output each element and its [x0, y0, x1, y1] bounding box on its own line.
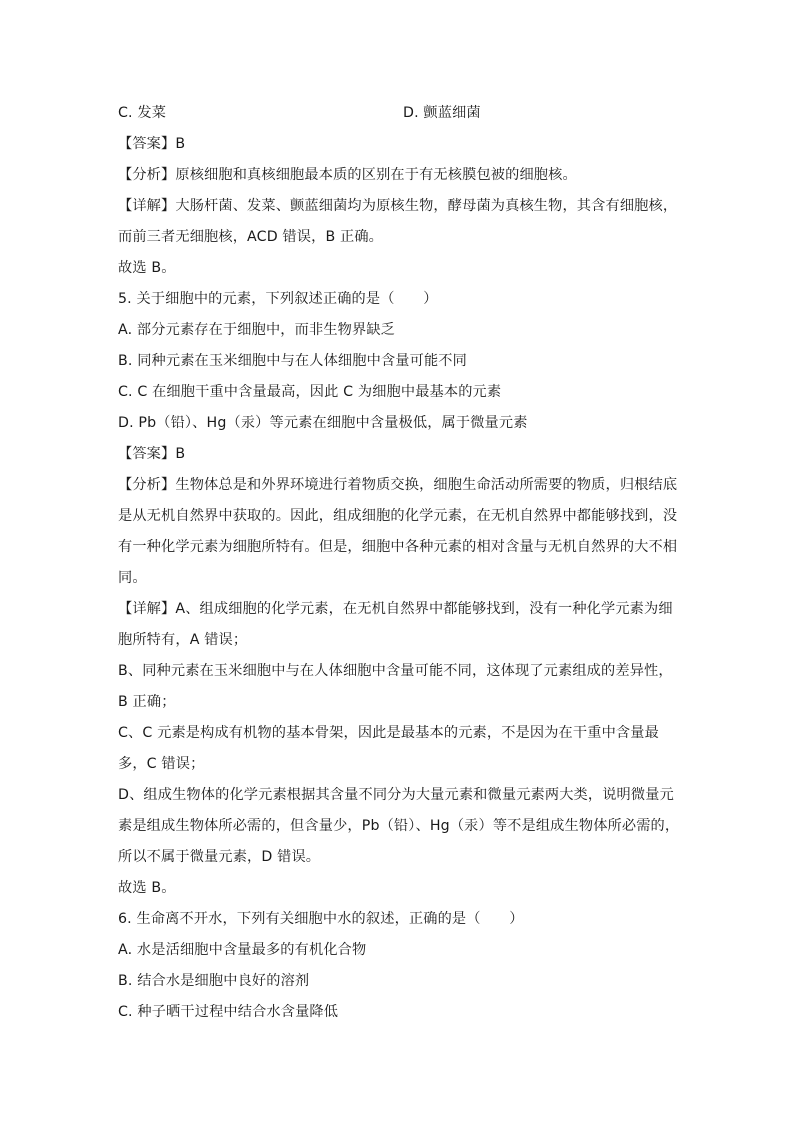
option-c: C. 发菜	[118, 105, 167, 121]
analysis-line: 是从无机自然界中获取的。因此，组成细胞的化学元素，在无机自然界中都能够找到，没	[118, 508, 678, 524]
question-6-option-c: C. 种子晒干过程中结合水含量降低	[118, 1004, 339, 1020]
detail-line: 多，C 错误；	[118, 756, 205, 772]
detail-line: 所以不属于微量元素，D 错误。	[118, 849, 321, 865]
answer-line: 【答案】B	[118, 446, 186, 462]
answer-line: 【答案】B	[118, 136, 186, 152]
question-5-option-b: B. 同种元素在玉米细胞中与在人体细胞中含量可能不同	[118, 353, 467, 369]
option-d: D. 颤蓝细菌	[403, 105, 481, 121]
analysis-line: 同。	[118, 570, 147, 586]
question-6-option-a: A. 水是活细胞中含量最多的有机化合物	[118, 942, 367, 958]
question-5-option-d: D. Pb（铅）、Hg（汞）等元素在细胞中含量极低，属于微量元素	[118, 415, 528, 431]
question-5-option-c: C. C 在细胞干重中含量最高，因此 C 为细胞中最基本的元素	[118, 384, 502, 400]
detail-line: C、C 元素是构成有机物的基本骨架，因此是最基本的元素，不是因为在干重中含量最	[118, 725, 659, 741]
detail-line: 而前三者无细胞核，ACD 错误，B 正确。	[118, 229, 384, 245]
analysis-line: 【分析】原核细胞和真核细胞最本质的区别在于有无核膜包被的细胞核。	[118, 167, 577, 183]
analysis-line: 有一种化学元素为细胞所特有。但是，细胞中各种元素的相对含量与无机自然界的大不相	[118, 539, 678, 555]
question-6-option-b: B. 结合水是细胞中良好的溶剂	[118, 973, 310, 989]
question-5-stem: 5. 关于细胞中的元素，下列叙述正确的是（ ）	[118, 291, 438, 307]
question-6-stem: 6. 生命离不开水，下列有关细胞中水的叙述，正确的是（ ）	[118, 911, 524, 927]
detail-line: 【详解】大肠杆菌、发菜、颤蓝细菌均为原核生物，酵母菌为真核生物，其含有细胞核，	[118, 198, 678, 214]
detail-line: 胞所特有，A 错误；	[118, 632, 248, 648]
conclusion-line: 故选 B。	[118, 880, 176, 896]
detail-line: 素是组成生物体所必需的，但含量少，Pb（铅）、Hg（汞）等不是组成生物体所必需的，	[118, 818, 680, 834]
detail-line: B、同种元素在玉米细胞中与在人体细胞中含量可能不同，这体现了元素组成的差异性，	[118, 663, 673, 679]
detail-line: 【详解】A、组成细胞的化学元素，在无机自然界中都能够找到，没有一种化学元素为细	[118, 601, 673, 617]
question-5-option-a: A. 部分元素存在于细胞中，而非生物界缺乏	[118, 322, 396, 338]
detail-line: B 正确；	[118, 694, 176, 710]
detail-line: D、组成生物体的化学元素根据其含量不同分为大量元素和微量元素两大类，说明微量元	[118, 787, 674, 803]
conclusion-line: 故选 B。	[118, 260, 176, 276]
analysis-line: 【分析】生物体总是和外界环境进行着物质交换，细胞生命活动所需要的物质，归根结底	[118, 477, 678, 493]
option-c-line	[118, 103, 481, 123]
